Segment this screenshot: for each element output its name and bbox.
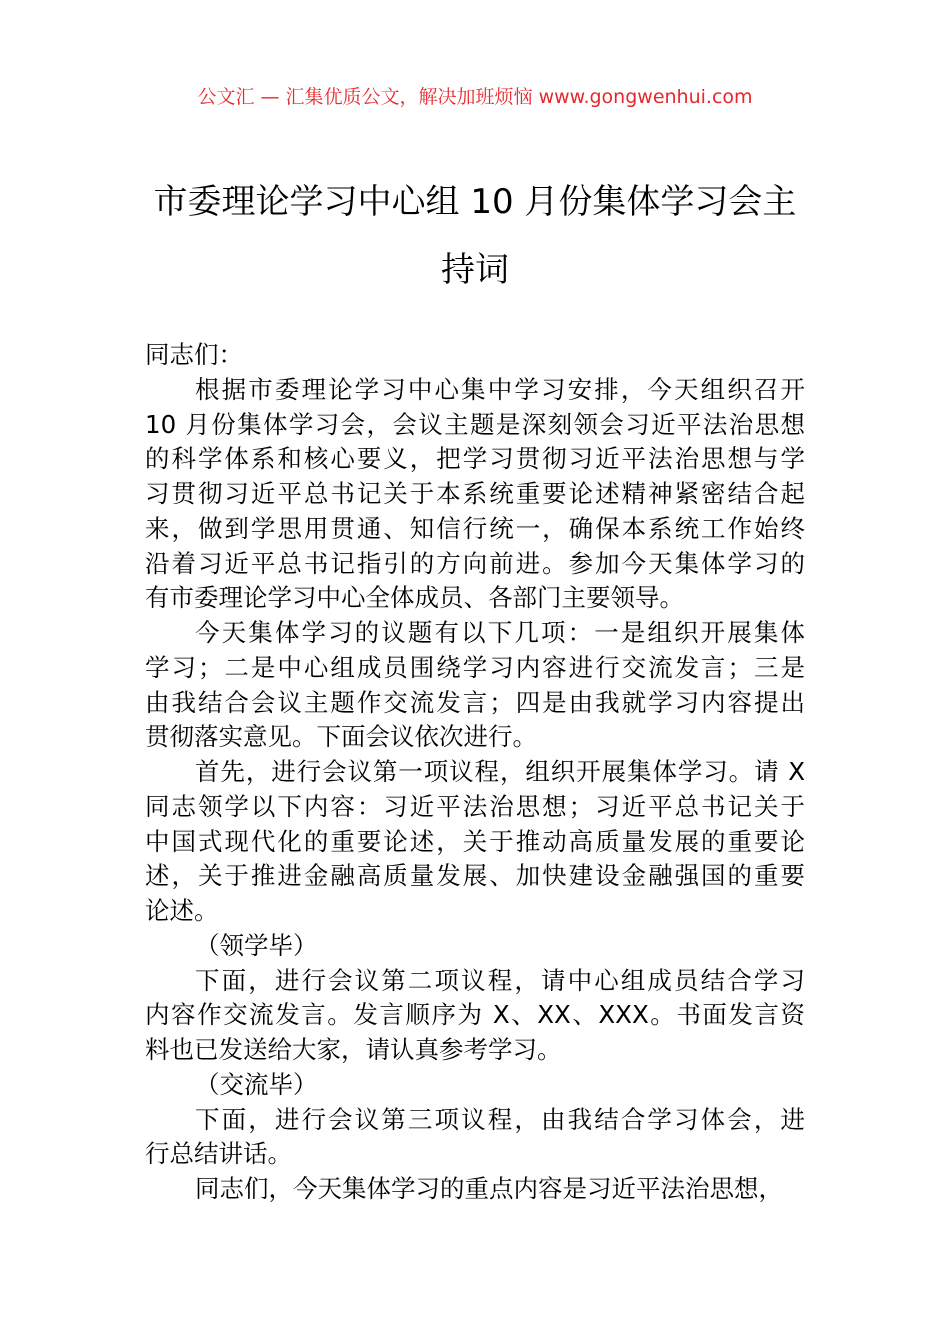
paragraph-line: 内容作交流发言。发言顺序为 X、XX、XXX。书面发言资 [145,1000,805,1030]
paragraph-line: （交流毕） [195,1069,318,1099]
document-title-line-2: 持词 [441,250,509,290]
paragraph-line: 根据市委理论学习中心集中学习安排，今天组织召开 [195,374,805,404]
paragraph-line: 的科学体系和核心要义，把学习贯彻习近平法治思想与学 [145,444,805,474]
document-title-line-1: 市委理论学习中心组 10 月份集体学习会主 [153,182,797,222]
paragraph-line: 同志领学以下内容：习近平法治思想；习近平总书记关于 [145,791,805,821]
paragraph-line: 沿着习近平总书记指引的方向前进。参加今天集体学习的 [145,548,805,578]
document-body [145,338,805,1207]
paragraph-line: 下面，进行会议第三项议程，由我结合学习体会，进 [195,1104,805,1134]
paragraph-line: 述，关于推进金融高质量发展、加快建设金融强国的重要 [145,861,805,891]
paragraph-line: 同志们，今天集体学习的重点内容是习近平法治思想， [195,1174,783,1203]
paragraph-line: 论述。 [145,896,219,925]
watermark-header: 公文汇 — 汇集优质公文，解决加班烦恼 www.gongwenhui.com [197,86,753,108]
paragraph-line: （领学毕） [195,930,318,960]
paragraph-line: 下面，进行会议第二项议程，请中心组成员结合学习 [195,965,805,995]
paragraph-line: 中国式现代化的重要论述，关于推动高质量发展的重要论 [145,826,805,856]
paragraph-line: 贯彻落实意见。下面会议依次进行。 [145,722,537,752]
paragraph-line: 今天集体学习的议题有以下几项：一是组织开展集体 [195,618,805,647]
paragraph-line: 首先，进行会议第一项议程，组织开展集体学习。请 X [195,757,805,786]
salutation: 同志们： [145,340,243,369]
paragraph-line: 10 月份集体学习会，会议主题是深刻领会习近平法治思想 [145,409,805,439]
paragraph-line: 由我结合会议主题作交流发言；四是由我就学习内容提出 [145,687,805,717]
paragraph-line: 有市委理论学习中心全体成员、各部门主要领导。 [145,583,684,613]
paragraph-line: 习贯彻习近平总书记关于本系统重要论述精神紧密结合起 [145,479,805,508]
paragraph-line: 料也已发送给大家，请认真参考学习。 [145,1035,562,1064]
paragraph-line: 行总结讲话。 [145,1139,292,1169]
paragraph-line: 来，做到学思用贯通、知信行统一，确保本系统工作始终 [145,513,805,543]
paragraph-line: 学习；二是中心组成员围绕学习内容进行交流发言；三是 [145,652,805,682]
